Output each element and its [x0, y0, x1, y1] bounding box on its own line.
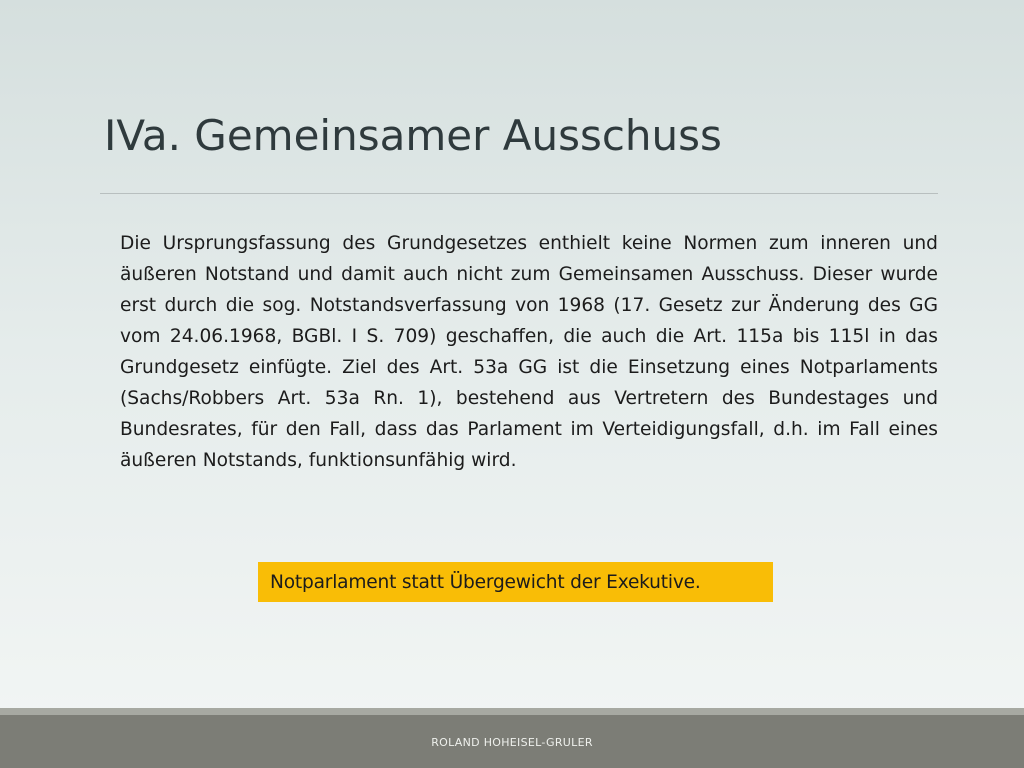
- footer-accent-strip: [0, 708, 1024, 715]
- title-divider: [100, 193, 938, 194]
- body-paragraph: Die Ursprungsfassung des Grundgesetzes enthielt keine Normen zum inneren und äußeren Notstand und damit auch nicht zum Gemeinsamen Ausschuss. Dieser wurde erst durch die sog. Notstandsverfassung von 1968 (17. Gesetz zur Änderung des GG vom 24.06.1968, BGBl. I S. 709) geschaffen, die auch die Art. 115a bis 115l in das Grundgesetz einfügte. Ziel des Art. 53a GG ist die Einsetzung eines Notparlaments (Sachs/Robbers Art. 53a Rn. 1), bestehend aus Vertretern des Bundestages und Bundesrates, für den Fall, dass das Parlament im Verteidigungsfall, d.h. im Fall eines äußeren Notstands, funktionsunfähig wird.: [120, 233, 938, 471]
- highlight-callout: [258, 562, 773, 602]
- footer-author: ROLAND HOHEISEL-GRULER: [431, 736, 593, 749]
- slide-title: IVa. Gemeinsamer Ausschuss: [104, 111, 722, 160]
- highlight-text: Notparlament statt Übergewicht der Exekutive.: [270, 571, 701, 593]
